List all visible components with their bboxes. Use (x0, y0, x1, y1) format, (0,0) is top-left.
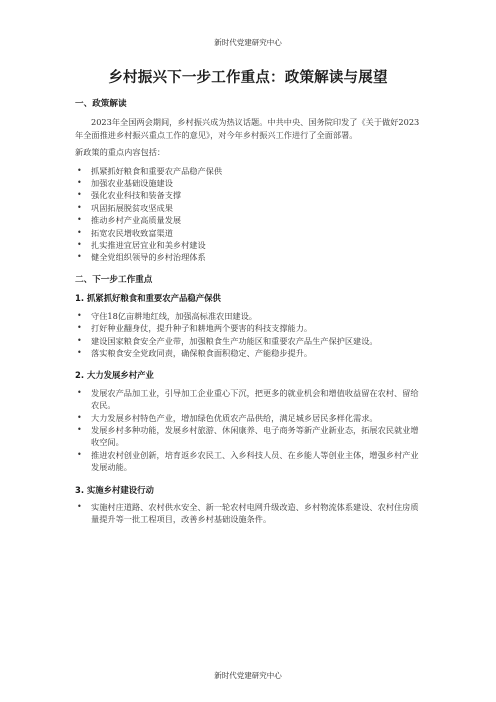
bullet-icon: • (77, 227, 82, 237)
list-item (75, 202, 425, 214)
list-item (75, 387, 425, 412)
section-heading-next-steps: 二、下一步工作重点 (75, 274, 153, 285)
list-item-text: 健全党组织领导的乡村治理体系 (91, 252, 206, 263)
list-item (75, 449, 425, 474)
list-item-text: 推进农村创业创新，培育返乡农民工、入乡科技人员、在乡能人等创业主体，增强乡村产业发展动能。 (91, 449, 419, 473)
bullet-icon: • (77, 335, 82, 345)
subsection-heading-rural-construction: 3. 实施乡村建设行动 (75, 484, 154, 495)
bullet-icon: • (77, 501, 82, 511)
list-item (75, 177, 425, 189)
intro-paragraph: 2023年全国两会期间，乡村振兴成为热议话题。中共中央、国务院印发了《关于做好2023年全面推进乡村振兴重点工作的意见》，对今年乡村振兴工作进行了全面部署。 (75, 117, 420, 140)
list-item (75, 165, 425, 177)
list-item-text: 大力发展乡村特色产业，增加绿色优质农产品供给，满足城乡居民多样化需求。 (91, 412, 378, 423)
list-item (75, 322, 425, 334)
bullet-icon: • (77, 215, 82, 225)
bullet-icon: • (77, 387, 82, 397)
document-title: 乡村振兴下一步工作重点：政策解读与展望 (108, 70, 388, 86)
page-footer: 新时代党建研究中心 (214, 671, 282, 680)
list-item-text: 推动乡村产业高质量发展 (91, 215, 182, 226)
list-item (75, 189, 425, 201)
policy-points-list (75, 165, 425, 264)
list-item-text: 实施村庄道路、农村供水安全、新一轮农村电网升级改造、乡村物流体系建设、农村住房质量提升等一批工程项目，改善乡村基础设施条件。 (91, 501, 419, 525)
list-item (75, 335, 425, 347)
list-item (75, 347, 425, 359)
list-item-text: 巩固拓展脱贫攻坚成果 (91, 202, 173, 213)
bullet-icon: • (77, 190, 82, 200)
bullet-icon: • (77, 412, 82, 422)
list-item (75, 412, 425, 424)
bullet-icon: • (77, 165, 82, 175)
bullet-icon: • (77, 424, 82, 434)
bullet-icon: • (77, 449, 82, 459)
bullet-icon: • (77, 240, 82, 250)
construction-points-list (75, 501, 425, 526)
list-item-text: 落实粮食安全党政同责，确保粮食面积稳定、产能稳步提升。 (91, 347, 313, 358)
list-item (75, 214, 425, 226)
list-item-text: 加强农业基础设施建设 (91, 178, 173, 189)
bullet-icon: • (77, 202, 82, 212)
list-item-text: 打好种业翻身仗，提升种子和耕地两个要害的科技支撑能力。 (91, 323, 313, 334)
bullet-icon: • (77, 347, 82, 357)
list-item (75, 501, 425, 526)
list-item-text: 抓紧抓好粮食和重要农产品稳产保供 (91, 165, 223, 176)
bullet-icon: • (77, 323, 82, 333)
grain-points-list (75, 310, 425, 360)
list-item-text: 扎实推进宜居宜业和美乡村建设 (91, 240, 206, 251)
bullet-icon: • (77, 178, 82, 188)
page-header: 新时代党建研究中心 (214, 38, 282, 47)
list-item-text: 建设国家粮食安全产业带，加强粮食生产功能区和重要农产品生产保护区建设。 (91, 335, 378, 346)
bullet-icon: • (77, 310, 82, 320)
list-item (75, 424, 425, 449)
lead-paragraph: 新政策的重点内容包括： (75, 147, 166, 158)
list-item (75, 239, 425, 251)
list-item-text: 强化农业科技和装备支撑 (91, 190, 182, 201)
list-item (75, 227, 425, 239)
industry-points-list (75, 387, 425, 474)
subsection-heading-industry: 2. 大力发展乡村产业 (75, 370, 154, 381)
list-item-text: 守住18亿亩耕地红线，加强高标准农田建设。 (91, 310, 257, 321)
list-item (75, 251, 425, 263)
section-heading-policy: 一、政策解读 (75, 99, 127, 109)
bullet-icon: • (77, 252, 82, 262)
document-body (75, 98, 425, 536)
list-item (75, 310, 425, 322)
list-item-text: 发展农产品加工业，引导加工企业重心下沉，把更多的就业机会和增值收益留在农村、留给农民。 (91, 387, 419, 411)
list-item-text: 拓宽农民增收致富渠道 (91, 227, 173, 238)
list-item-text: 发展乡村多种功能，发展乡村旅游、休闲康养、电子商务等新产业新业态，拓展农民就业增收空间。 (91, 424, 419, 448)
subsection-heading-grain: 1. 抓紧抓好粮食和重要农产品稳产保供 (75, 293, 221, 304)
